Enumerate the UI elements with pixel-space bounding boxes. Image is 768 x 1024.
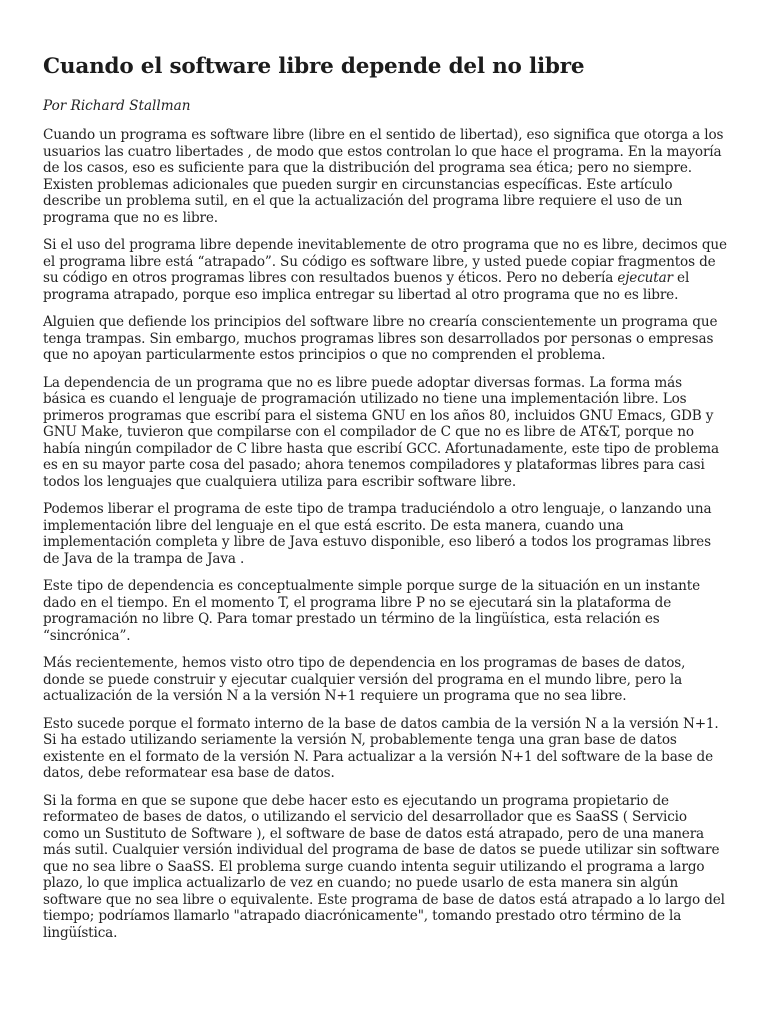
article-byline: Por Richard Stallman bbox=[43, 98, 191, 114]
paragraph-5: Podemos liberar el programa de este tipo de trampa traduciéndolo a otro lenguaje, o lanzando una implementación libre del lenguaje en el que está escrito. De esta manera, cuando una implementación completa y libre de Java estuvo disponible, eso liberó a todos los programas libres de Java de la trampa de Java . bbox=[43, 501, 712, 567]
paragraph-3: Alguien que defiende los principios del software libre no crearía conscientemente un programa que tenga trampas. Sin embargo, muchos programas libres son desarrollados por personas o empresas que no apoyan particularmente estos principios o que no comprenden el problema. bbox=[43, 314, 718, 363]
paragraph-8: Esto sucede porque el formato interno de la base de datos cambia de la versión N a la versión N+1. Si ha estado utilizando seriamente la versión N, probablemente tenga una gran base de datos existente en el formato de la versión N. Para actualizar a la versión N+1 del software de la base de datos, debe reformatear esa base de datos. bbox=[43, 715, 719, 781]
paragraph-6: Este tipo de dependencia es conceptualmente simple porque surge de la situación en un instante dado en el tiempo. En el momento T, el programa libre P no se ejecutará sin la plataforma de programación no libre Q. Para tomar prestado un término de la lingüística, esta relación es “sincrónica”. bbox=[43, 578, 700, 644]
paragraph-4: La dependencia de un programa que no es libre puede adoptar diversas formas. La forma más básica es cuando el lenguaje de programación utilizado no tiene una implementación libre. Los primeros programas que escribí para el sistema GNU en los años 80, incluidos GNU Emacs, GDB y GNU Make, tuvieron que compilarse con el compilador de C que no es libre de AT&T, porque no había ningún compilador de C libre hasta que escribí GCC. Afortunadamente, este tipo de problema es en su mayor parte cosa del pasado; ahora tenemos compiladores y plataformas libres para casi todos los lenguajes que cualquiera utiliza para escribir software libre. bbox=[43, 374, 719, 490]
paragraph-2-emphasis: ejecutar bbox=[617, 270, 673, 286]
paragraph-1: Cuando un programa es software libre (libre en el sentido de libertad), eso significa que otorga a los usuarios las cuatro libertades , de modo que estos controlan lo que hace el programa. En la mayoría de los casos, eso es suficiente para que la distribución del programa sea ética; pero no siempre. Existen problemas adicionales que pueden surgir en circunstancias específicas. Este artículo describe un problema sutil, en el que la actualización del programa libre requiere el uso de un programa que no es libre. bbox=[43, 127, 724, 226]
article bbox=[43, 52, 727, 952]
paragraph-2-text-after: el programa atrapado, porque eso implica entregar su libertad al otro programa que no es libre. bbox=[43, 270, 690, 303]
paragraph-2-text-before: Si el uso del programa libre depende inevitablemente de otro programa que no es libre, decimos que el programa libre está “atrapado”. Su código es software libre, y usted puede copiar fragmentos de su código en otros programas libres con resultados buenos y éticos. Pero no debería bbox=[43, 237, 727, 286]
paragraph-9: Si la forma en que se supone que debe hacer esto es ejecutando un programa propietario de reformateo de bases de datos, o utilizando el servicio del desarrollador que es SaaSS ( Servicio como un Sustituto de Software ), el software de base de datos está atrapado, pero de una manera más sutil. Cualquier versión individual del programa de base de datos se puede utilizar sin software que no sea libre o SaaSS. El problema surge cuando intenta seguir utilizando el programa a largo plazo, lo que implica actualizarlo de vez en cuando; no puede usarlo de esta manera sin algún software que no sea libre o equivalente. Este programa de base de datos está atrapado a lo largo del tiempo; podríamos llamarlo "atrapado diacrónicamente", tomando prestado otro término de la lingüística. bbox=[43, 792, 725, 941]
paragraph-2 bbox=[43, 237, 727, 303]
article-title: Cuando el software libre depende del no libre bbox=[43, 54, 585, 79]
paragraph-7: Más recientemente, hemos visto otro tipo de dependencia en los programas de bases de datos, donde se puede construir y ejecutar cualquier versión del programa en el mundo libre, pero la actualización de la versión N a la versión N+1 requiere un programa que no sea libre. bbox=[43, 655, 686, 704]
